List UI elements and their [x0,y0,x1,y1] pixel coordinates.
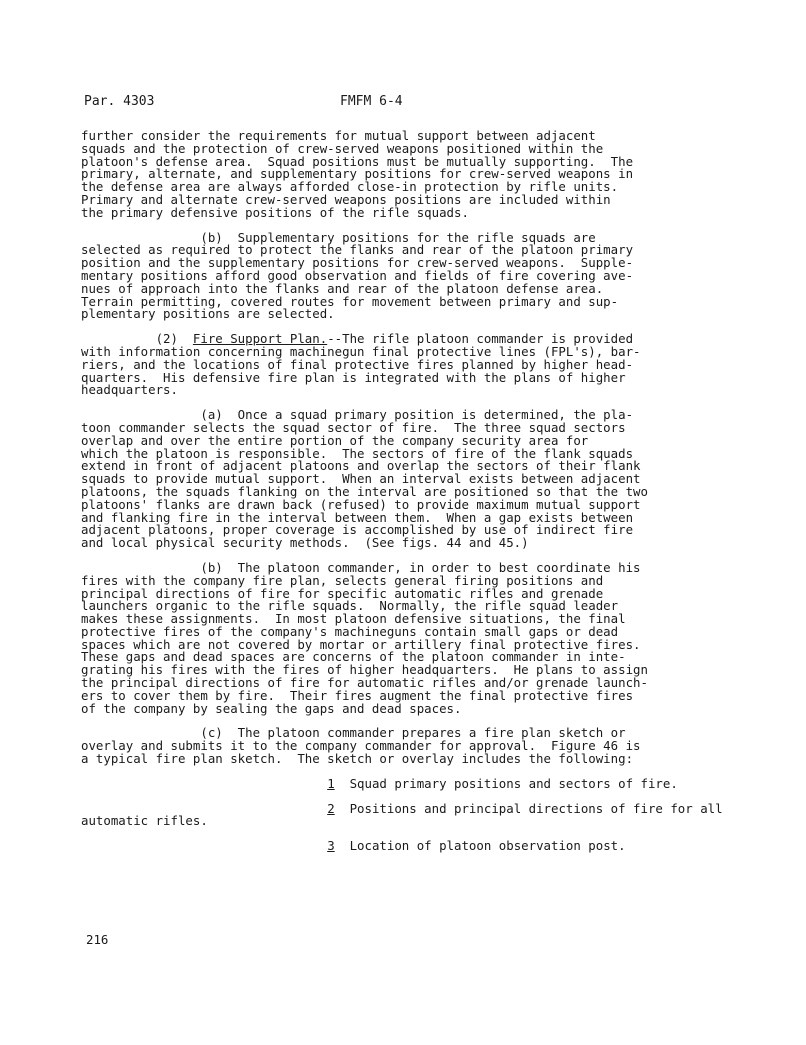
text-line: (a) Once a squad primary position is determined, the pla- [81,407,634,423]
list-text: Location of platoon observation post. [349,838,626,854]
text-line: the principal directions of fire for automatic rifles and/or grenade launch- [81,675,648,691]
text-line: plementary positions are selected. [81,306,335,322]
list-text-continuation: automatic rifles. [81,813,208,829]
text-line: extend in front of adjacent platoons and overlap the sectors of their flank [81,458,641,474]
text-line: riers, and the locations of final protective fires planned by higher head- [81,356,634,372]
text-line: the defense area are always afforded close-in protection by rifle units. [81,179,619,195]
text-line: which the platoon is responsible. The sectors of fire of the flank squads [81,445,634,461]
list-number: 2 [327,800,335,816]
text-line: squads and the protection of crew-served weapons positioned within the [81,140,604,156]
spacer [335,838,350,853]
paragraph-list [81,130,681,766]
text-line: (c) The platoon commander prepares a fire plan sketch or [81,725,626,741]
paragraph [81,559,681,716]
text-line: the primary defensive positions of the rifle squads. [81,204,469,220]
text-line: toon commander selects the squad sector of fire. The three squad sectors [81,419,626,435]
text-line: launchers organic to the rifle squads. Normally, the rifle squad leader [81,598,619,614]
text-line: platoons, the squads flanking on the interval are positioned so that the two [81,483,648,499]
text-line: position and the supplementary positions for crew-served weapons. Supple- [81,255,634,271]
page-number: 216 [86,932,109,947]
text-line: mentary positions afford good observation and fields of fire covering ave- [81,267,634,283]
list-text: Squad primary positions and sectors of fire. [349,775,678,791]
text-line [81,775,681,791]
text-line: Terrain permitting, covered routes for movement between primary and sup- [81,293,619,309]
spacer [335,801,350,816]
spacer [335,776,350,791]
subparagraph-number: (2) [81,331,193,347]
paragraph [81,229,681,322]
text-line: overlap and over the entire portion of the company security area for [81,432,589,448]
text-line: further consider the requirements for mutual support between adjacent [81,128,596,143]
text-line: (b) The platoon commander, in order to best coordinate his [81,559,641,575]
text-line: platoon's defense area. Squad positions must be mutually supporting. The [81,153,634,169]
text-line: makes these assignments. In most platoon defensive situations, the final [81,611,626,627]
text-line: with information concerning machinegun final protective lines (FPL's), bar- [81,343,641,359]
text-line: nues of approach into the flanks and rear of the platoon defense area. [81,280,604,296]
text-line: selected as required to protect the flanks and rear of the platoon primary [81,242,634,258]
list-item [81,800,723,829]
text-line: primary, alternate, and supplementary positions for crew-served weapons in [81,166,634,182]
text-line: headquarters. [81,382,178,398]
text-line: These gaps and dead spaces are concerns of the platoon commander in inte- [81,649,626,665]
text-line: fires with the company fire plan, selects general firing positions and [81,572,604,588]
paragraph [81,130,681,220]
text-line: squads to provide mutual support. When an interval exists between adjacent [81,471,641,487]
text-line: platoons' flanks are drawn back (refused) to provide maximum mutual support [81,496,641,512]
text-line: of the company by sealing the gaps and dead spaces. [81,700,462,716]
text-fragment: --The rifle platoon commander is provided [327,331,634,347]
paragraph [81,409,681,550]
text-line: and local physical security methods. (See figs. 44 and 45.) [81,535,529,551]
publication-id: FMFM 6-4 [340,94,403,109]
page-body [81,128,723,865]
text-line: adjacent platoons, proper coverage is accomplished by use of indirect fire [81,522,634,538]
indent [81,838,327,853]
indent [81,776,327,791]
list-number: 3 [327,838,335,854]
list-number: 1 [327,775,335,791]
text-line: Primary and alternate crew-served weapons positions are included within [81,191,611,207]
list-item [81,840,681,853]
text-line: principal directions of fire for specific automatic rifles and grenade [81,585,604,601]
text-line: and flanking fire in the interval between them. When a gap exists between [81,509,634,525]
text-line: (b) Supplementary positions for the rifle squads are [81,229,596,245]
numbered-list [81,775,723,854]
text-line [81,840,681,853]
section-heading: Fire Support Plan. [192,331,328,347]
text-line: grating his fires with the fires of higher headquarters. He plans to assign [81,662,648,678]
list-item [81,775,681,791]
text-line: overlay and submits it to the company commander for approval. Figure 46 is [81,738,641,754]
text-line: spaces which are not covered by mortar or artillery final protective fires. [81,636,641,652]
text-line: ers to cover them by fire. Their fires augment the final protective fires [81,687,634,703]
paragraph [81,333,681,397]
text-line: a typical fire plan sketch. The sketch or overlay includes the following: [81,751,634,767]
paragraph [81,727,681,765]
text-line: quarters. His defensive fire plan is integrated with the plans of higher [81,369,626,385]
list-text: Positions and principal directions of fire for all [349,800,723,816]
text-line: protective fires of the company's machineguns contain small gaps or dead [81,623,619,639]
paragraph-reference: Par. 4303 [84,94,155,109]
